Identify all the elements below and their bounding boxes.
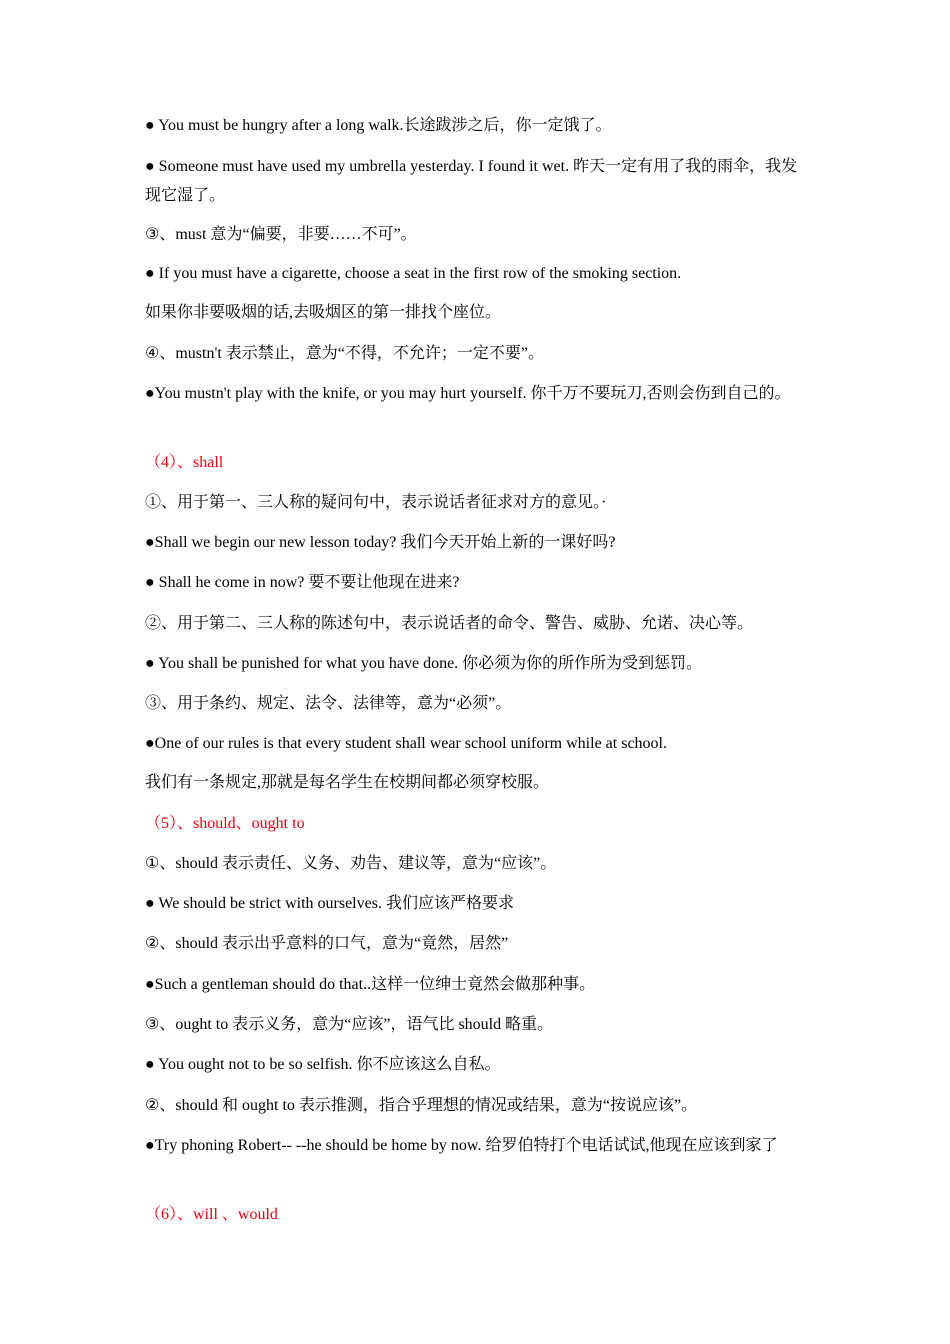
example-sentence: ● If you must have a cigarette, choose a seat in the first row of the smoking section.: [145, 265, 682, 282]
translation: 如果你非要吸烟的话,去吸烟区的第一排找个座位。: [145, 304, 502, 321]
usage-note: ②、should 和 ought to 表示推测，指合乎理想的情况或结果，意为“按说应该”。: [145, 1097, 698, 1114]
example-sentence: ● We should be strict with ourselves. 我们应该严格要求: [145, 895, 514, 912]
example-sentence: ●Try phoning Robert-- --he should be home by now. 给罗伯特打个电话试试,他现在应该到家了: [145, 1137, 778, 1154]
example-sentence: ●Such a gentleman should do that..这样一位绅士竟然会做那种事。: [145, 976, 596, 993]
usage-note: ①、用于第一、三人称的疑问句中，表示说话者征求对方的意见。·: [145, 494, 607, 511]
usage-note: ③、ought to 表示义务，意为“应该”，语气比 should 略重。: [145, 1016, 554, 1033]
section-heading-will-would: （6）、will 、would: [145, 1206, 278, 1223]
section-heading-should: （5）、should、ought to: [145, 815, 305, 832]
example-sentence: ● Shall he come in now? 要不要让他现在进来?: [145, 574, 460, 591]
section-heading-shall: （4）、shall: [145, 454, 224, 471]
example-sentence: ● You must be hungry after a long walk.长途跋涉之后，你一定饿了。: [145, 117, 612, 134]
example-sentence: ● You shall be punished for what you have done. 你必须为你的所作所为受到惩罚。: [145, 655, 703, 672]
usage-note: ②、用于第二、三人称的陈述句中，表示说话者的命令、警告、威胁、允诺、决心等。: [145, 615, 754, 632]
example-sentence: ● You ought not to be so selfish. 你不应该这么自私。: [145, 1056, 501, 1073]
example-sentence: ● Someone must have used my umbrella yesterday. I found it wet. 昨天一定有用了我的雨伞，我发现它湿了。: [145, 158, 798, 204]
usage-note: ④、mustn't 表示禁止，意为“不得，不允许；一定不要”。: [145, 345, 544, 362]
usage-note: ①、should 表示责任、义务、劝告、建议等，意为“应该”。: [145, 855, 557, 872]
translation: 我们有一条规定,那就是每名学生在校期间都必须穿校服。: [145, 774, 550, 791]
usage-note: ③、must 意为“偏要，非要……不可”。: [145, 226, 417, 243]
usage-note: ②、should 表示出乎意料的口气，意为“竟然，居然”: [145, 935, 509, 952]
usage-note: ③、用于条约、规定、法令、法律等，意为“必须”。: [145, 695, 512, 712]
example-sentence: ●You mustn't play with the knife, or you may hurt yourself. 你千万不要玩刀,否则会伤到自己的。: [145, 385, 791, 402]
example-sentence: ●Shall we begin our new lesson today? 我们今天开始上新的一课好吗?: [145, 534, 616, 551]
example-sentence: ●One of our rules is that every student shall wear school uniform while at school.: [145, 735, 667, 752]
